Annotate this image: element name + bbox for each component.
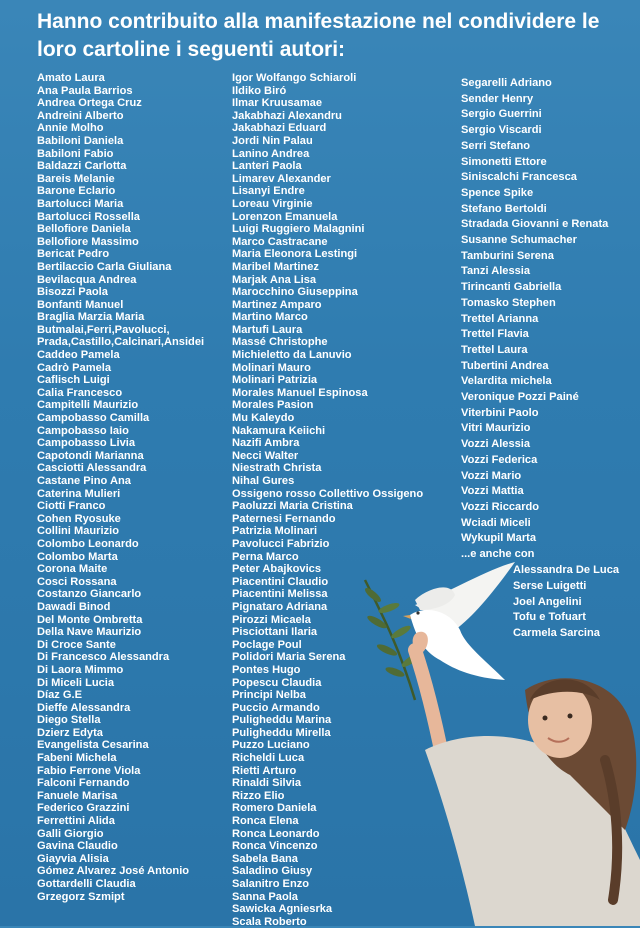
author-name: Marjak Ana Lisa bbox=[232, 273, 317, 286]
author-name: Jordi Nin Palau bbox=[232, 134, 313, 147]
author-name: Ronca Leonardo bbox=[232, 827, 320, 840]
author-name: Díaz G.E bbox=[37, 689, 83, 702]
author-name: Maria Eleonora Lestingi bbox=[232, 248, 358, 261]
author-name: Cohen Ryosuke bbox=[37, 512, 121, 525]
author-name: Loreau Virginie bbox=[232, 197, 313, 210]
girl-figure bbox=[413, 632, 640, 926]
author-name: Bellofiore Daniela bbox=[37, 223, 131, 236]
author-name: Trettel Flavia bbox=[461, 328, 529, 341]
author-name: Campobasso Livia bbox=[37, 437, 136, 450]
author-name: Rizzo Elio bbox=[232, 789, 285, 802]
author-name: Ciotti Franco bbox=[37, 500, 106, 513]
author-name: Morales Pasion bbox=[232, 399, 314, 412]
author-name: Giayvia Alisia bbox=[37, 852, 109, 865]
author-name: Serse Luigetti bbox=[513, 579, 587, 592]
author-name: Saladino Giusy bbox=[232, 865, 313, 878]
author-name: Lisanyi Endre bbox=[232, 185, 305, 198]
author-name: Susanne Schumacher bbox=[461, 234, 577, 247]
author-name: Nihal Gures bbox=[232, 475, 295, 487]
author-name: Trettel Laura bbox=[461, 343, 528, 356]
author-name: Sabela Bana bbox=[232, 852, 298, 865]
author-name: Ronca Vincenzo bbox=[232, 840, 318, 853]
author-name: Serri Stefano bbox=[461, 139, 531, 152]
author-name: Luigi Ruggiero Malagnini bbox=[232, 223, 365, 236]
author-name: Caddeo Pamela bbox=[37, 349, 120, 362]
author-name: Andreini Alberto bbox=[37, 109, 124, 122]
author-name: Di Croce Sante bbox=[37, 638, 116, 651]
author-name: Della Nave Maurizio bbox=[37, 626, 142, 639]
author-name: Maribel Martinez bbox=[232, 260, 319, 273]
author-name: Vozzi Mattia bbox=[461, 485, 524, 498]
author-name: Amato Laura bbox=[37, 72, 105, 84]
author-name: Puligheddu Mirella bbox=[232, 726, 331, 739]
author-name: Pavolucci Fabrizio bbox=[232, 537, 330, 550]
author-name: Alessandra De Luca bbox=[513, 564, 620, 576]
author-name: Marco Castracane bbox=[232, 235, 328, 248]
author-name: Spence Spike bbox=[461, 186, 534, 199]
author-name: Vitri Maurizio bbox=[461, 422, 531, 435]
author-name: Colombo Marta bbox=[37, 550, 118, 563]
author-name: Sender Henry bbox=[461, 92, 534, 105]
author-name: Federico Grazzini bbox=[37, 802, 130, 815]
author-name: Ferrettini Alida bbox=[37, 815, 115, 828]
author-name: Salanitro Enzo bbox=[232, 878, 310, 890]
author-name: Ronca Elena bbox=[232, 815, 299, 828]
author-name: Pignataro Adriana bbox=[232, 600, 328, 613]
author-name: Stradada Giovanni e Renata bbox=[461, 218, 609, 231]
author-name: Lanteri Paola bbox=[232, 160, 302, 173]
author-name: Marocchino Giuseppina bbox=[232, 286, 358, 299]
author-name: Molinari Patrizia bbox=[232, 374, 318, 387]
author-name: Rietti Arturo bbox=[232, 764, 297, 777]
author-name: Tubertini Andrea bbox=[461, 359, 549, 372]
author-name: Bartolucci Maria bbox=[37, 197, 124, 210]
author-name: Sawicka Agniesrka bbox=[232, 903, 333, 916]
author-name: Igor Wolfango Schiaroli bbox=[232, 72, 357, 84]
author-name: Romero Daniela bbox=[232, 802, 317, 815]
author-name: Castane Pino Ana bbox=[37, 475, 131, 487]
author-name: Collini Maurizio bbox=[37, 525, 119, 538]
author-name: Tofu e Tofuart bbox=[513, 611, 586, 624]
author-name: Vozzi Alessia bbox=[461, 438, 531, 451]
author-name: Di Laora Mimmo bbox=[37, 663, 124, 676]
author-name: Ana Paula Barrios bbox=[37, 84, 133, 97]
author-name: Cosci Rossana bbox=[37, 575, 117, 588]
author-name: Fabio Ferrone Viola bbox=[37, 764, 141, 777]
author-name: Wykupil Marta bbox=[461, 532, 537, 545]
author-name: Siniscalchi Francesca bbox=[461, 171, 577, 184]
author-name: Niestrath Christa bbox=[232, 462, 322, 475]
authors-column-1 bbox=[37, 72, 204, 903]
author-name: Vozzi Federica bbox=[461, 453, 538, 466]
author-name: Trettel Arianna bbox=[461, 312, 539, 325]
author-name: Piacentini Melissa bbox=[232, 588, 328, 601]
author-name: Butmalai,Ferri,Pavolucci, bbox=[37, 323, 170, 336]
author-name: Galli Giorgio bbox=[37, 827, 104, 840]
author-name: Bisozzi Paola bbox=[37, 286, 108, 299]
author-name: Morales Manuel Espinosa bbox=[232, 386, 368, 399]
author-name: Bareis Melanie bbox=[37, 172, 115, 185]
author-name: Pisciottani Ilaria bbox=[232, 626, 318, 639]
author-name: Joel Angelini bbox=[513, 595, 582, 608]
author-name: Andrea Ortega Cruz bbox=[37, 97, 142, 110]
author-name: Dawadi Binod bbox=[37, 600, 111, 613]
author-name: Paternesi Fernando bbox=[232, 512, 336, 525]
authors-column-3 bbox=[461, 76, 608, 563]
author-name: Campobasso Camilla bbox=[37, 412, 150, 425]
author-name: Tirincanti Gabriella bbox=[461, 281, 562, 294]
author-name: Puligheddu Marina bbox=[232, 714, 332, 727]
author-name: Popescu Claudia bbox=[232, 676, 322, 689]
author-name: Peter Abajkovics bbox=[232, 563, 321, 576]
author-name: Gavina Claudio bbox=[37, 840, 118, 853]
author-name: Baldazzi Carlotta bbox=[37, 160, 127, 173]
author-name: Babiloni Fabio bbox=[37, 147, 114, 160]
author-name: Vozzi Riccardo bbox=[461, 500, 540, 513]
author-name: Babiloni Daniela bbox=[37, 134, 124, 147]
author-name: Ildiko Biró bbox=[232, 84, 287, 97]
author-name: Necci Walter bbox=[232, 449, 299, 462]
author-name: Segarelli Adriano bbox=[461, 77, 552, 89]
author-name: Barone Eclario bbox=[37, 185, 116, 198]
author-name: Tomasko Stephen bbox=[461, 296, 556, 309]
author-name: Bonfanti Manuel bbox=[37, 298, 124, 311]
author-name: Sergio Viscardi bbox=[461, 124, 542, 137]
author-name: Campobasso Iaio bbox=[37, 424, 129, 437]
author-name: Ilmar Kruusamae bbox=[232, 97, 323, 110]
author-name: Braglia Marzia Maria bbox=[37, 311, 145, 324]
author-name: Evangelista Cesarina bbox=[37, 739, 149, 752]
author-name: Annie Molho bbox=[37, 122, 104, 135]
author-name: Bellofiore Massimo bbox=[37, 235, 139, 248]
author-name: Ossigeno rosso Collettivo Ossigeno bbox=[232, 487, 424, 500]
author-name: Costanzo Giancarlo bbox=[37, 588, 142, 601]
author-name: Campitelli Maurizio bbox=[37, 399, 139, 412]
author-name: Gottardelli Claudia bbox=[37, 878, 136, 890]
author-name: Fabeni Michela bbox=[37, 752, 117, 765]
author-name: Dzierz Edyta bbox=[37, 726, 103, 739]
author-name: Principi Nelba bbox=[232, 689, 306, 702]
author-name: Dieffe Alessandra bbox=[37, 701, 131, 714]
author-name: Caterina Mulieri bbox=[37, 487, 121, 500]
author-name: Michieletto da Lanuvio bbox=[232, 349, 352, 362]
author-name: Tanzi Alessia bbox=[461, 265, 531, 278]
author-name: Piacentini Claudio bbox=[232, 575, 329, 588]
author-name: Vozzi Mario bbox=[461, 469, 522, 482]
author-name: Mu Kaleydo bbox=[232, 412, 295, 425]
author-name: Corona Maite bbox=[37, 563, 108, 576]
author-name: Lanino Andrea bbox=[232, 147, 310, 160]
author-name: Nazifi Ambra bbox=[232, 437, 300, 450]
author-name: Polidori Maria Serena bbox=[232, 651, 346, 664]
author-name: Cadrò Pamela bbox=[37, 361, 111, 374]
author-name: Sanna Paola bbox=[232, 890, 298, 903]
author-name: Martufi Laura bbox=[232, 323, 303, 336]
author-name: Jakabhazi Alexandru bbox=[232, 109, 342, 122]
author-name: Scala Roberto bbox=[232, 915, 307, 928]
author-name: Velardita michela bbox=[461, 375, 552, 388]
author-name: Del Monte Ombretta bbox=[37, 613, 143, 626]
author-name: Simonetti Ettore bbox=[461, 155, 547, 168]
author-name: Prada,Castillo,Calcinari,Ansidei bbox=[37, 336, 205, 349]
author-name: Richeldi Luca bbox=[232, 752, 305, 765]
author-name: Rinaldi Silvia bbox=[232, 777, 302, 790]
author-name: Calia Francesco bbox=[37, 386, 123, 399]
author-name: Colombo Leonardo bbox=[37, 537, 139, 550]
author-name: Nakamura Keiichi bbox=[232, 424, 326, 437]
author-name: Bertilaccio Carla Giuliana bbox=[37, 260, 172, 273]
author-name: Tamburini Serena bbox=[461, 249, 554, 262]
author-name: Carmela Sarcina bbox=[513, 627, 600, 640]
author-name: Capotondi Marianna bbox=[37, 449, 144, 462]
author-name: Puzzo Luciano bbox=[232, 739, 310, 752]
author-name: Poclage Poul bbox=[232, 638, 302, 651]
author-name: Puccio Armando bbox=[232, 701, 320, 714]
author-name: Bericat Pedro bbox=[37, 248, 110, 261]
author-name: Perna Marco bbox=[232, 550, 299, 563]
author-name: Caflisch Luigi bbox=[37, 374, 110, 387]
author-name: Grzegorz Szmipt bbox=[37, 890, 125, 903]
author-name: Pontes Hugo bbox=[232, 663, 301, 676]
author-name: Di Francesco Alessandra bbox=[37, 651, 170, 664]
author-name: Diego Stella bbox=[37, 714, 101, 727]
author-name: Stefano Bertoldi bbox=[461, 202, 547, 215]
author-name: Sergio Guerrini bbox=[461, 108, 542, 121]
author-name: Lorenzon Emanuela bbox=[232, 210, 338, 223]
author-name: Bevilacqua Andrea bbox=[37, 273, 137, 286]
author-name: Martinez Amparo bbox=[232, 298, 322, 311]
author-name: Casciotti Alessandra bbox=[37, 462, 147, 475]
author-name: Di Miceli Lucia bbox=[37, 676, 115, 689]
author-name: Bartolucci Rossella bbox=[37, 210, 140, 223]
author-name: Gómez Alvarez José Antonio bbox=[37, 865, 190, 878]
author-name: Paoluzzi Maria Cristina bbox=[232, 500, 353, 513]
author-name: Martino Marco bbox=[232, 311, 308, 324]
girl-releasing-dove-illustration bbox=[355, 560, 640, 926]
author-name: Falconi Fernando bbox=[37, 777, 130, 790]
author-name: Jakabhazi Eduard bbox=[232, 122, 327, 135]
author-name: Molinari Mauro bbox=[232, 361, 311, 374]
author-name: Pirozzi Micaela bbox=[232, 613, 311, 626]
author-name: Wciadi Miceli bbox=[461, 516, 531, 529]
author-name: Limarev Alexander bbox=[232, 172, 331, 185]
author-name: Patrizia Molinari bbox=[232, 525, 318, 538]
author-name: Massé Christophe bbox=[232, 336, 328, 349]
page-title: Hanno contribuito alla manifestazione nel condividere le loro cartoline i seguenti autori: bbox=[37, 10, 600, 61]
author-name: ...e anche con bbox=[461, 548, 535, 561]
author-name: Veronique Pozzi Painé bbox=[461, 391, 579, 404]
author-name: Viterbini Paolo bbox=[461, 406, 539, 419]
author-name: Fanuele Marisa bbox=[37, 789, 118, 802]
